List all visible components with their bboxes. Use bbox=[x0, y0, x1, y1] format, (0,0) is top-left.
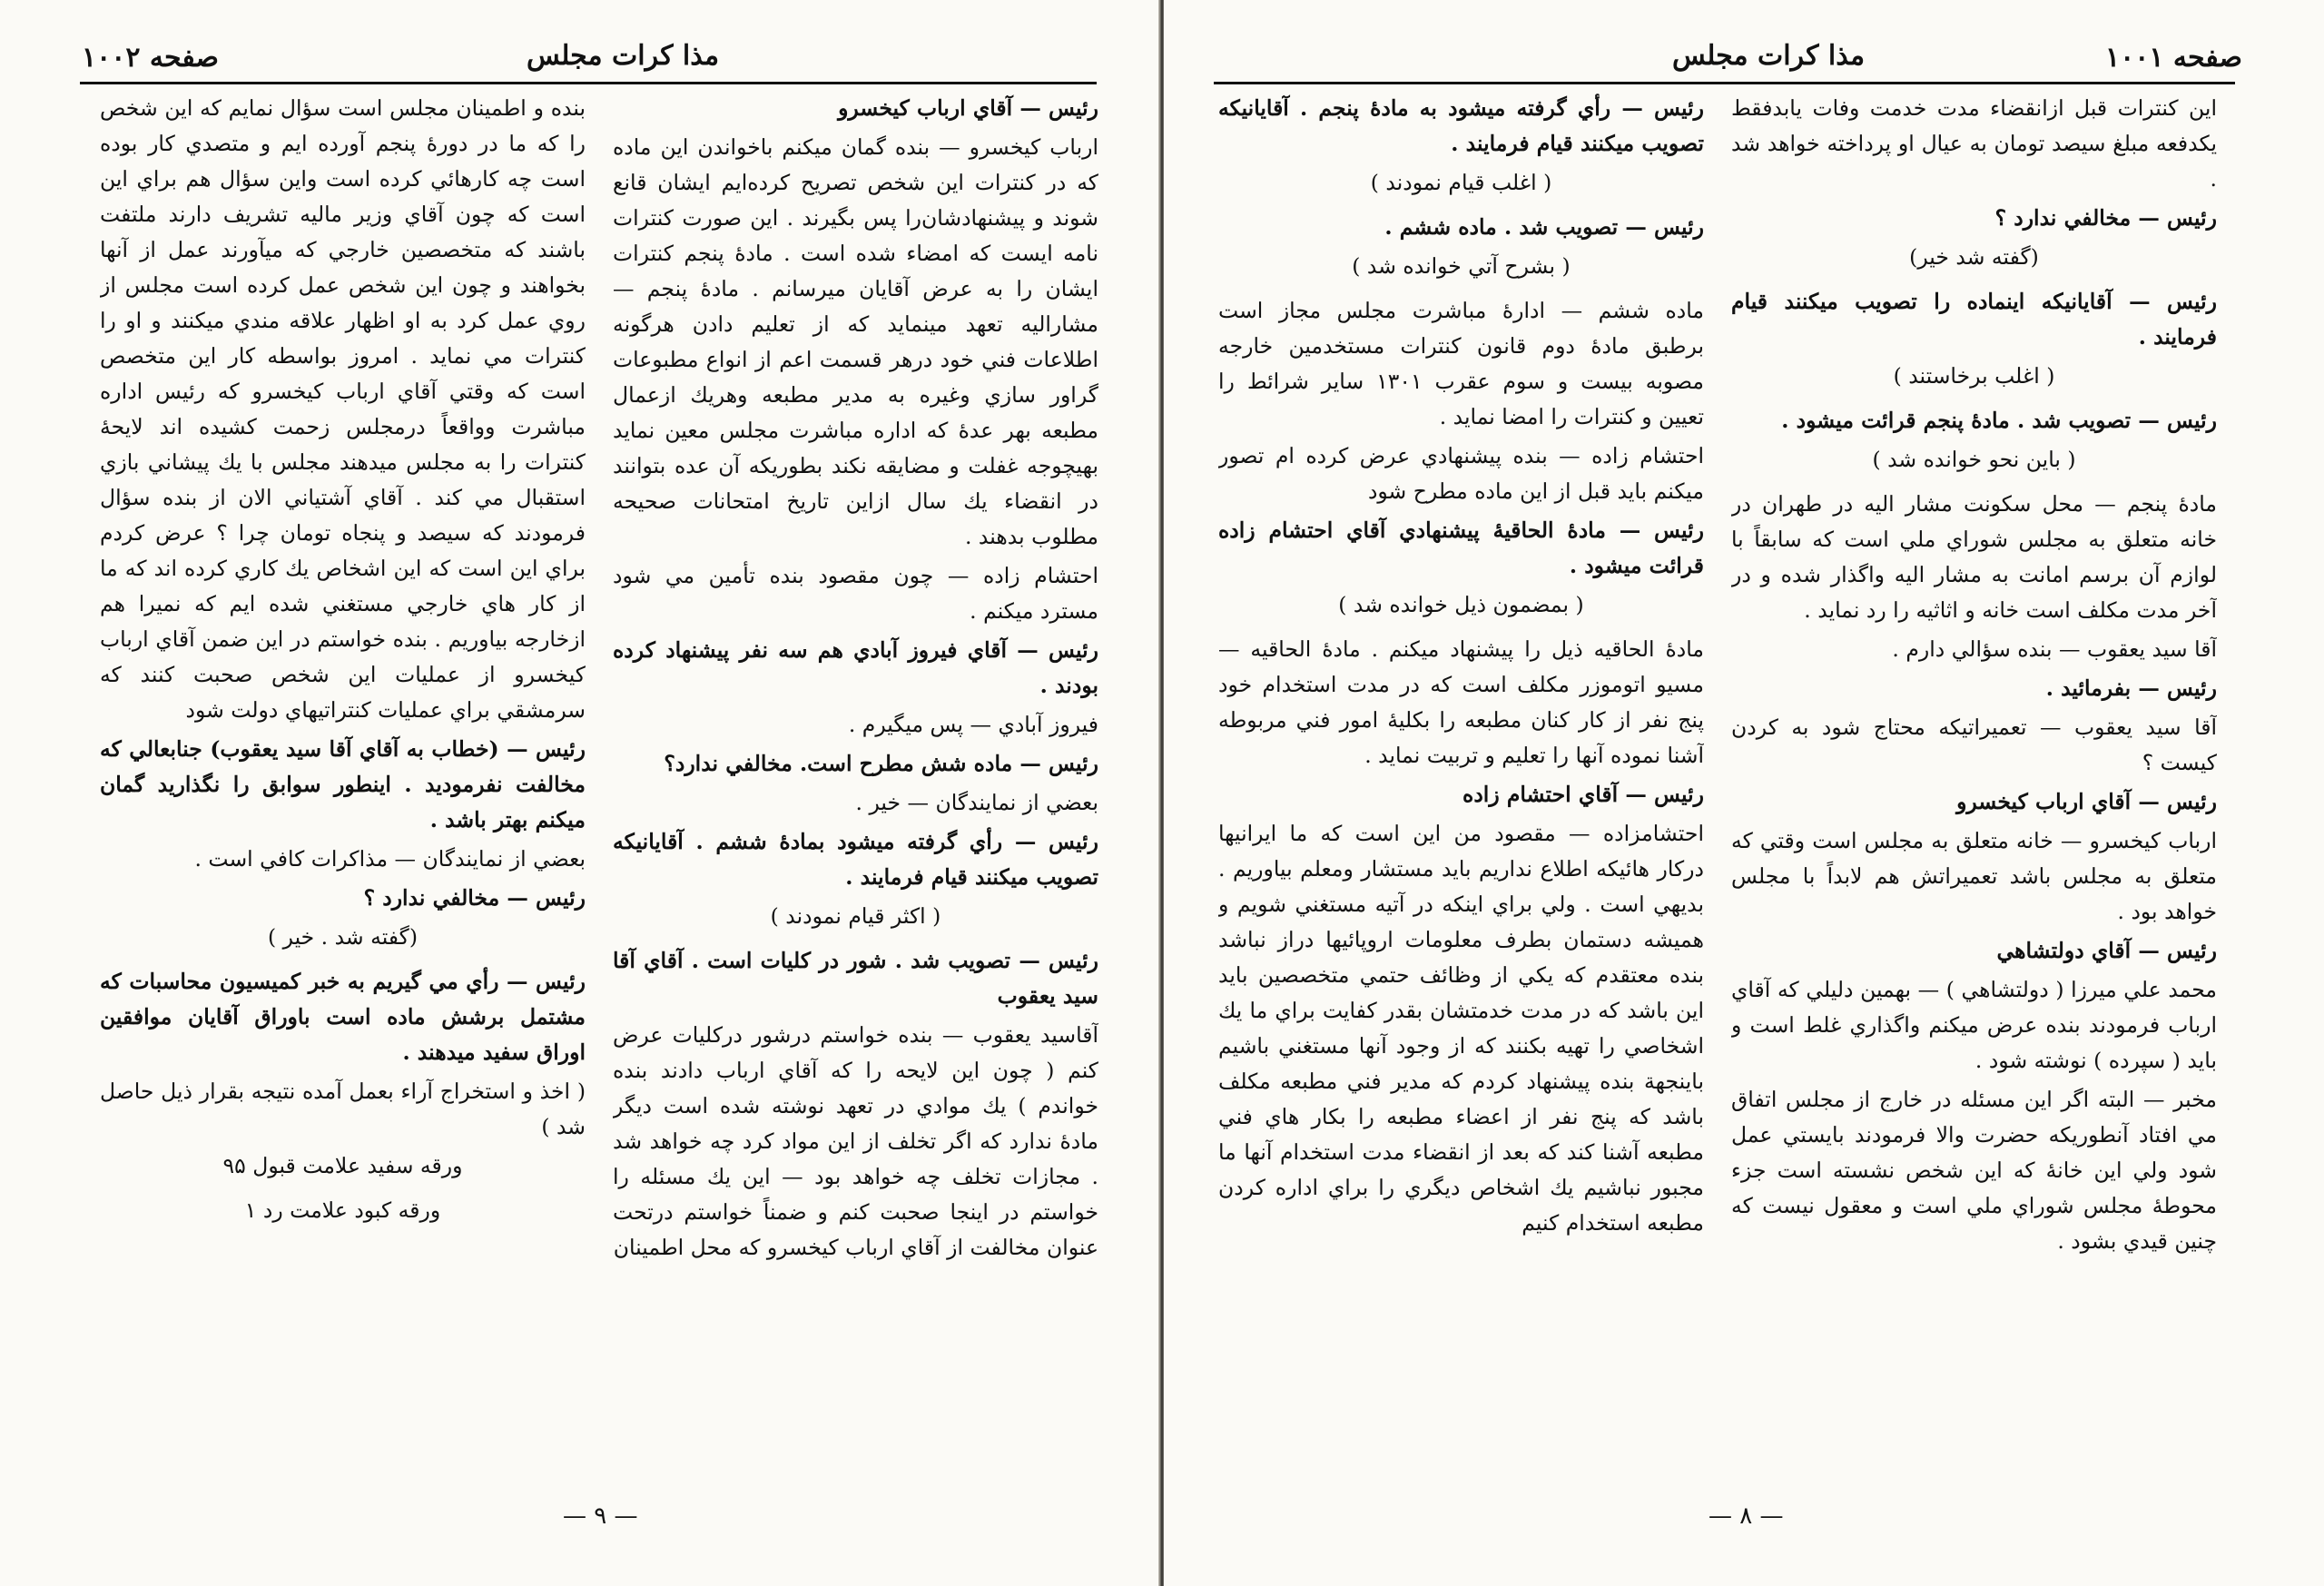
paragraph: آقا سيد يعقوب — بنده سؤالي دارم . bbox=[1892, 636, 2217, 662]
paragraph: ارباب كيخسرو — بنده گمان ميكنم باخواندن اين ماده كه در كنترات اين شخص تصريح كرده‌ايم ايشان قانع شوند و پيشنهادشان‌را پس بگيرند . اين صورت كنترات نامه ايست كه امضاء شده است . مادهٔ پنجم كنترات ايشان را به عرض آقايان ميرسانم . مادهٔ پنجم — مشاراليه تعهد مينمايد كه از تعليم دادن هرگونه اطلاعات فني خود درهر قسمت اعم از انواع مطبوعات گراور سازي وغيره به مدير مطبعه وهريك ازعمال مطبعه بهر عدهٔ كه اداره مباشرت مجلس معين نمايد بهيچوجه غفلت و مضايقه نكند بطوريكه آن عده بتوانند در انقضاء يك سال ازاين تاريخ امتحانات صحيحه مطلوب بدهند . bbox=[613, 134, 1098, 549]
paragraph: بعضي از نمايندگان — مذاكرات كافي است . bbox=[194, 846, 586, 872]
column-right bbox=[1731, 91, 2217, 1507]
paragraph: مادهٔ پنجم — محل سكونت مشار اليه در طهران در خانه متعلق به مجلس شوراي ملي است كه سابقاً با لوازم آن برسم امانت به مشار اليه واگذار شده و در آخر مدت مكلف است خانه و اثاثيه را رد نمايد . bbox=[1731, 491, 2217, 623]
page-number: صفحه ۱۰۰۱ bbox=[2105, 42, 2242, 74]
column-left bbox=[100, 91, 586, 1507]
paragraph: اين كنترات قبل ازانقضاء مدت خدمت وفات يابدفقط يكدفعه مبلغ سيصد تومان به عيال او پرداخته خواهد شد . bbox=[1731, 95, 2217, 192]
paragraph: ماده ششم — ادارهٔ مباشرت مجلس مجاز است برطبق مادهٔ دوم قانون كنترات مستخدمين خارجه مصوبه بيست و سوم عقرب ۱۳۰۱ ساير شرائط را تعيين و كنترات را امضا نمايد . bbox=[1218, 298, 1704, 429]
paragraph: محمد علي ميرزا ( دولتشاهي ) — بهمين دليلي كه آقاي ارباب فرمودند بنده عرض ميكنم واگذاري غلط است و بايد ( سپرده ) نوشته شود . bbox=[1731, 977, 2217, 1073]
centered-note: ( بمضمون ذيل خوانده شد ) bbox=[1338, 592, 1584, 617]
centered-note: ( باين نحو خوانده شد ) bbox=[1872, 447, 2076, 472]
speaker-paragraph: رئيس — رأي گرفته ميشود به مادهٔ پنجم . آقايانيكه تصويب ميكنند قيام فرمايند . bbox=[1218, 95, 1704, 156]
right-page bbox=[1164, 0, 2324, 1586]
header-rule bbox=[1214, 82, 2235, 84]
centered-note: ( اغلب قيام نمودند ) bbox=[1370, 170, 1552, 195]
speaker-paragraph: رئيس — رأي گرفته ميشود بمادهٔ ششم . آقايانيكه تصويب ميكنند قيام فرمايند . bbox=[613, 829, 1098, 890]
speaker-paragraph: رئيس — آقاي ارباب كيخسرو bbox=[838, 95, 1098, 121]
centered-note: ( بشرح آتي خوانده شد ) bbox=[1352, 253, 1571, 279]
paragraph: احتشام زاده — بنده پيشنهادي عرض كرده ام تصور ميكنم بايد قبل از اين ماده مطرح شود bbox=[1218, 443, 1704, 504]
speaker-paragraph: رئيس — مخالفي ندارد ؟ bbox=[363, 885, 586, 911]
centered-note: (گفته شد . خير ) bbox=[267, 924, 419, 950]
folio: — ۹ — bbox=[563, 1502, 638, 1530]
paragraph: ارباب كيخسرو — خانه متعلق به مجلس است وقتي كه متعلق به مجلس باشد تعميراتش هم لابداً با مجلس خواهد بود . bbox=[1731, 828, 2217, 924]
speaker-paragraph: رئيس — ماده شش مطرح است. مخالفي ندارد؟ bbox=[664, 751, 1098, 776]
centered-note: ( اغلب برخاستند ) bbox=[1893, 363, 2055, 389]
paragraph: احتشام زاده — چون مقصود بنده تأمين مي شود مسترد ميكنم . bbox=[613, 563, 1098, 624]
speaker-paragraph: رئيس — مادهٔ الحاقيهٔ پيشنهادي آقاي احتشام زاده قرائت ميشود . bbox=[1218, 517, 1704, 578]
running-title: مذا كرات مجلس bbox=[1672, 40, 1866, 72]
speaker-paragraph: رئيس — آقايانيكه اينماده را تصويب ميكنند قيام فرمايند . bbox=[1731, 289, 2217, 350]
speaker-paragraph: رئيس — آقاي دولتشاهي bbox=[1996, 938, 2217, 963]
speaker-paragraph: رئيس — رأي مي گيريم به خبر كميسيون محاسبات كه مشتمل برشش ماده است باوراق آقايان موافقين اوراق سفيد ميدهند . bbox=[100, 969, 586, 1065]
paragraph: بعضي از نمايندگان — خير . bbox=[855, 790, 1098, 815]
centered-note: ورقه كبود علامت رد ۱ bbox=[244, 1197, 441, 1223]
paragraph: آقا سيد يعقوب — تعميراتيكه محتاج شود به كردن كيست ؟ bbox=[1731, 714, 2217, 775]
speaker-paragraph: رئيس — مخالفي ندارد ؟ bbox=[1994, 205, 2217, 231]
centered-note: ( اكثر قيام نمودند ) bbox=[770, 903, 941, 929]
paragraph: بنده و اطمينان مجلس است سؤال نمايم كه اين شخص را كه ما در دورهٔ پنجم آورده ايم و متصدي كار بوده است چه كارهائي كرده است واين سؤال هم براي اين است كه چون آقاي وزير ماليه تشريف دارند ملتفت باشند كه متخصصين خارجي كه ميآورند عمل از آنها بخواهند و چون اين شخص عمل كرده است مجلس از روي عمل كرد به او اظهار علاقه مندي ميكنند و او را كنترات مي نمايد . امروز بواسطه كار اين متخصص است كه وقتي آقاي ارباب كيخسرو كه رئيس اداره مباشرت وواقعاً درمجلس زحمت كشيده اند لايحهٔ كنترات را به مجلس ميدهند مجلس با يك پيشاني بازي استقبال مي كند . آقاي آشتياني الان از بنده سؤال فرمودند كه سيصد و پنجاه تومان چرا ؟ عرض كردم براي اين است كه اين اشخاص يك كاري كرده اند كه ما از كار هاي خارجي مستغني شده ايم كه نميرا هم ازخارجه بياوريم . بنده خواستم در اين ضمن آقاي ارباب كيخسرو از عمليات اين شخص صحبت كنند كه سرمشقي براي عمليات كنتراتيهاي دولت شود bbox=[100, 95, 586, 723]
speaker-paragraph: رئيس — تصويب شد . شور در كليات است . آقاي آقا سيد يعقوب bbox=[613, 948, 1098, 1009]
column-left bbox=[1218, 91, 1704, 1507]
speaker-paragraph: رئيس — آقاي احتشام زاده bbox=[1462, 782, 1704, 807]
speaker-paragraph: رئيس — بفرمائيد . bbox=[2045, 675, 2217, 701]
speaker-paragraph: رئيس — آقاي فيروز آبادي هم سه نفر پيشنهاد كرده بودند . bbox=[613, 637, 1098, 698]
centered-note: ورقه سفيد علامت قبول ۹۵ bbox=[222, 1153, 463, 1178]
paragraph: فيروز آبادي — پس ميگيرم . bbox=[848, 712, 1098, 737]
page-number: صفحه ۱۰۰۲ bbox=[82, 42, 219, 74]
header-rule bbox=[80, 82, 1097, 84]
speaker-paragraph: رئيس — آقاي ارباب كيخسرو bbox=[1956, 789, 2217, 814]
page-header bbox=[1164, 34, 2324, 84]
speaker-paragraph: رئيس — (خطاب به آقاي آقا سيد يعقوب) جنابعالي كه مخالفت نفرموديد . اينطور سوابق را نگذاريد گمان ميكنم بهتر باشد . bbox=[100, 736, 586, 832]
folio: — ۸ — bbox=[1709, 1502, 1784, 1530]
paragraph: مادهٔ الحاقيه ذيل را پيشنهاد ميكنم . مادهٔ الحاقيه — مسيو اتوموزر مكلف است كه در مدت استخدام خود پنج نفر از كار كنان مطبعه را بكليهٔ امور فني مربوطه آشنا نموده آنها را تعليم و تربيت نمايد . bbox=[1218, 636, 1704, 768]
paragraph: احتشامزاده — مقصود من اين است كه ما ايرانيها دركار هائيكه اطلاع نداريم بايد مستشار ومعلم بياوريم . بديهي است . ولي براي اينكه در آتيه مستغني شويم و هميشه دستمان بطرف معلومات اروپائيها دراز نباشد بنده معتقدم كه يكي از وظائف حتمي متخصصين بايد اين باشد كه در مدت خدمتشان بقدر كفايت براي ما يك اشخاصي را تهيه بكنند كه از وجود آنها مستغني باشيم باينجهة بنده پيشنهاد كردم كه مدير فني مطبعه مكلف باشد كه پنج نفر از اعضاء مطبعه را بكار هاي فني مطبعه آشنا كند كه بعد از انقضاء مدت استخدام آنها ما مجبور نباشيم يك اشخاص ديگري را براي اداره كردن مطبعه استخدام كنيم bbox=[1218, 821, 1704, 1236]
running-title: مذا كرات مجلس bbox=[527, 40, 720, 72]
column-right bbox=[613, 91, 1098, 1507]
speaker-paragraph: رئيس — تصويب شد . مادهٔ پنجم قرائت ميشود . bbox=[1781, 408, 2217, 433]
speaker-paragraph: رئيس — تصويب شد . ماده ششم . bbox=[1384, 214, 1704, 240]
paragraph: ( اخذ و استخراج آراء بعمل آمده نتيجه بقرار ذيل حاصل شد ) bbox=[100, 1079, 586, 1139]
paragraph: مخبر — البته اگر اين مسئله در خارج از مجلس اتفاق مي افتاد آنطوريكه حضرت والا فرمودند بايستي عمل شود ولي اين خانهٔ كه اين شخص نشسته است جزء محوطهٔ مجلس شوراي ملي است و معقول نيست كه چنين قيدي بشود . bbox=[1731, 1087, 2217, 1254]
left-page bbox=[0, 0, 1160, 1586]
centered-note: (گفته شد خير) bbox=[1909, 244, 2039, 270]
paragraph: آقاسيد يعقوب — بنده خواستم درشور دركليات عرض كنم ( چون اين لايحه را كه آقاي ارباب دادند بنده خواندم ) يك موادي در تعهد نوشته شده است ديگر مادهٔ ندارد كه اگر تخلف از اين مواد كرد چه خواهد شد . مجازات تخلف چه خواهد بود — اين يك مسئله را خواستم در اينجا صحبت كنم و ضمناً خواستم درتحت عنوان مخالفت از آقاي ارباب كيخسرو كه محل اطمينان bbox=[613, 1022, 1098, 1260]
page-header bbox=[0, 34, 1160, 84]
